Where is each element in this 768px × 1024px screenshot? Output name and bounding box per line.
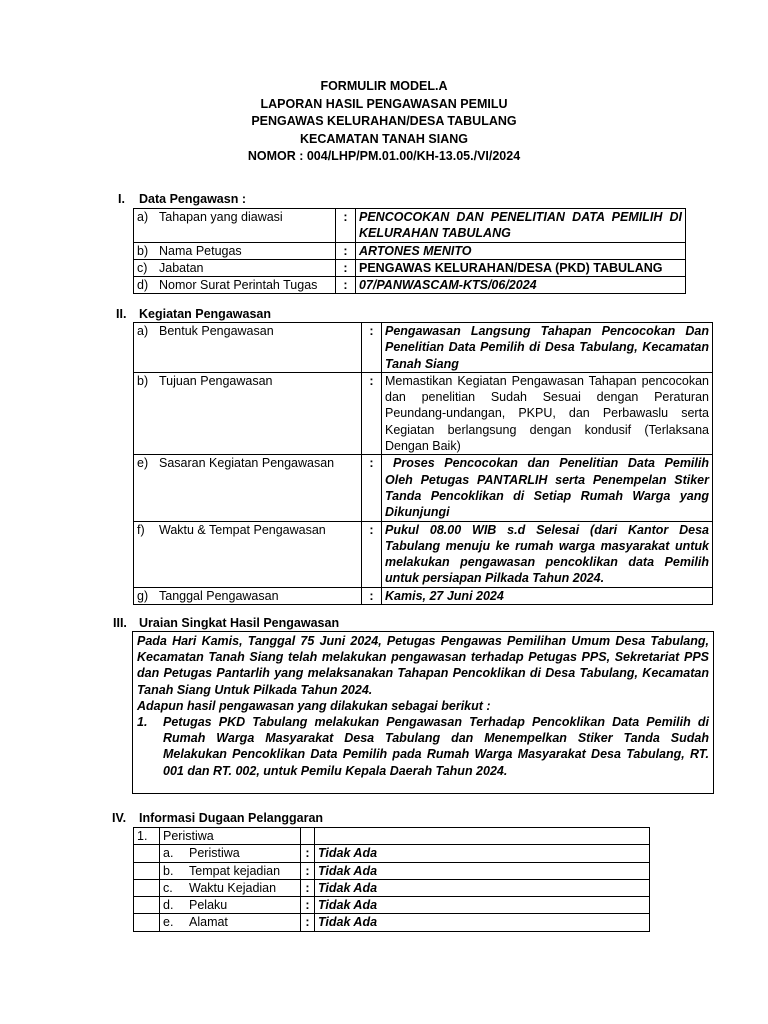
- row-colon: :: [336, 242, 356, 259]
- section-4-number: IV.: [112, 811, 127, 825]
- section-3-title: Uraian Singkat Hasil Pengawasan: [139, 616, 340, 630]
- row-label: e) Sasaran Kegiatan Pengawasan: [134, 455, 362, 521]
- row-label: b) Nama Petugas: [134, 242, 336, 259]
- row-colon: :: [362, 323, 382, 373]
- district-title: KECAMATAN TANAH SIANG: [299, 131, 469, 146]
- row-value: Tidak Ada: [315, 845, 650, 862]
- row-label: f) Waktu & Tempat Pengawasan: [134, 521, 362, 587]
- row-value: Memastikan Kegiatan Pengawasan Tahapan pencocokan dan penelitian Sudah Sesuai dengan Peraturan Peundang-undangan, PKPU, dan Perbawaslu serta Kegiatan berlangsung dengan kondusif (Terlaksana Dengan Baik): [382, 372, 713, 454]
- row-number: [134, 879, 160, 896]
- list-item: [137, 714, 709, 779]
- table-row: [134, 521, 713, 587]
- row-colon: :: [301, 879, 315, 896]
- row-number: [134, 845, 160, 862]
- list-item-number: 1.: [137, 715, 148, 730]
- table-row: [134, 879, 650, 896]
- section-4-title: Informasi Dugaan Pelanggaran: [139, 811, 324, 825]
- section-3-number: III.: [113, 616, 127, 630]
- row-colon: :: [362, 521, 382, 587]
- row-value: Tidak Ada: [315, 879, 650, 896]
- document-number: NOMOR : 004/LHP/PM.01.00/KH-13.05./VI/2024: [247, 149, 521, 164]
- section-2-table: [133, 322, 713, 605]
- row-number: 1.: [134, 828, 160, 845]
- row-colon: :: [362, 587, 382, 604]
- row-value: 07/PANWASCAM-KTS/06/2024: [356, 277, 686, 294]
- table-row: [134, 372, 713, 454]
- row-value: PENGAWAS KELURAHAN/DESA (PKD) TABULANG: [356, 259, 686, 276]
- section-2-heading: [116, 306, 271, 322]
- row-colon: :: [301, 914, 315, 931]
- row-value: [315, 828, 650, 845]
- org-title: PENGAWAS KELURAHAN/DESA TABULANG: [251, 114, 517, 129]
- table-row: [134, 845, 650, 862]
- report-title: LAPORAN HASIL PENGAWASAN PEMILU: [260, 96, 508, 111]
- table-row: [134, 455, 713, 521]
- row-label: b. Tempat kejadian: [160, 862, 301, 879]
- row-colon: :: [301, 862, 315, 879]
- table-row: [134, 277, 686, 294]
- table-row: [134, 209, 686, 243]
- row-value: Tidak Ada: [315, 897, 650, 914]
- row-colon: :: [362, 372, 382, 454]
- section-2-number: II.: [116, 307, 127, 321]
- form-model-title: FORMULIR MODEL.A: [320, 79, 448, 93]
- section-1-table: [133, 208, 686, 294]
- row-label: a) Tahapan yang diawasi: [134, 209, 336, 243]
- row-label: b) Tujuan Pengawasan: [134, 372, 362, 454]
- row-label: a) Bentuk Pengawasan: [134, 323, 362, 373]
- row-value: Kamis, 27 Juni 2024: [382, 587, 713, 604]
- row-value: Tidak Ada: [315, 914, 650, 931]
- table-row: [134, 828, 650, 845]
- row-value: PENCOCOKAN DAN PENELITIAN DATA PEMILIH DI KELURAHAN TABULANG: [356, 209, 686, 243]
- row-colon: :: [301, 845, 315, 862]
- row-value: Proses Pencocokan dan Penelitian Data Pemilih Oleh Petugas PANTARLIH serta Penempelan Stiker Tanda Pencoklikan di Setiap Rumah Warga yang Dikunjungi: [382, 455, 713, 521]
- row-label: e. Alamat: [160, 914, 301, 931]
- row-label: c) Jabatan: [134, 259, 336, 276]
- row-colon: :: [336, 259, 356, 276]
- table-row: [134, 862, 650, 879]
- section-1-heading: [118, 191, 246, 207]
- row-value: Tidak Ada: [315, 862, 650, 879]
- row-number: [134, 914, 160, 931]
- table-row: [134, 242, 686, 259]
- row-label: g) Tanggal Pengawasan: [134, 587, 362, 604]
- row-label: d) Nomor Surat Perintah Tugas: [134, 277, 336, 294]
- table-row: [134, 587, 713, 604]
- row-label: Peristiwa: [160, 828, 301, 845]
- section-4-table: [133, 827, 650, 932]
- row-colon: :: [301, 897, 315, 914]
- row-label: a. Peristiwa: [160, 845, 301, 862]
- section-1-title: Data Pengawasn :: [139, 192, 246, 206]
- row-colon: :: [336, 277, 356, 294]
- row-colon: [301, 828, 315, 845]
- document-header: [0, 78, 768, 166]
- summary-paragraph: Pada Hari Kamis, Tanggal 75 Juni 2024, Petugas Pengawas Pemilihan Umum Desa Tabulang, Kecamatan Tanah Siang telah melakukan pengawasan terhadap Petugas PPS, Sekretariat PPS dan Petugas Pantarlih yang melaksanakan Tahapan Pencoklikan di Desa Tabulang, Kecamatan Tanah Siang Untuk Pilkada Tahun 2024.: [137, 634, 709, 697]
- row-value: Pukul 08.00 WIB s.d Selesai (dari Kantor Desa Tabulang menuju ke rumah warga masyarakat untuk melakukan pengawasan pencoklikan data Pemilih untuk persiapan Pilkada Tahun 2024.: [382, 521, 713, 587]
- row-value: ARTONES MENITO: [356, 242, 686, 259]
- summary-intro: Adapun hasil pengawasan yang dilakukan sebagai berikut :: [137, 698, 491, 713]
- table-row: [134, 914, 650, 931]
- section-4-heading: [112, 810, 323, 826]
- row-colon: :: [336, 209, 356, 243]
- row-colon: :: [362, 455, 382, 521]
- row-label: c. Waktu Kejadian: [160, 879, 301, 896]
- list-item-text: Petugas PKD Tabulang melakukan Pengawasan Terhadap Pencoklikan Data Pemilih di Rumah Warga Masyarakat Desa Tabulang dan Menempelkan Stiker Tanda Sudah Melakukan Pencoklikan Data Pemilih pada Rumah Warga Masyarakat Desa Tabulang, RT. 001 dan RT. 002, untuk Pemilu Kepala Daerah Tahun 2024.: [163, 715, 709, 778]
- section-2-title: Kegiatan Pengawasan: [139, 307, 271, 321]
- row-label: d. Pelaku: [160, 897, 301, 914]
- row-value: Pengawasan Langsung Tahapan Pencocokan Dan Penelitian Data Pemilih di Desa Tabulang, Kecamatan Tanah Siang: [382, 323, 713, 373]
- section-3-heading: [113, 615, 339, 631]
- row-number: [134, 897, 160, 914]
- table-row: [134, 897, 650, 914]
- table-row: [134, 323, 713, 373]
- section-3-box: [132, 631, 714, 794]
- table-row: [134, 259, 686, 276]
- row-number: [134, 862, 160, 879]
- section-1-number: I.: [118, 192, 125, 206]
